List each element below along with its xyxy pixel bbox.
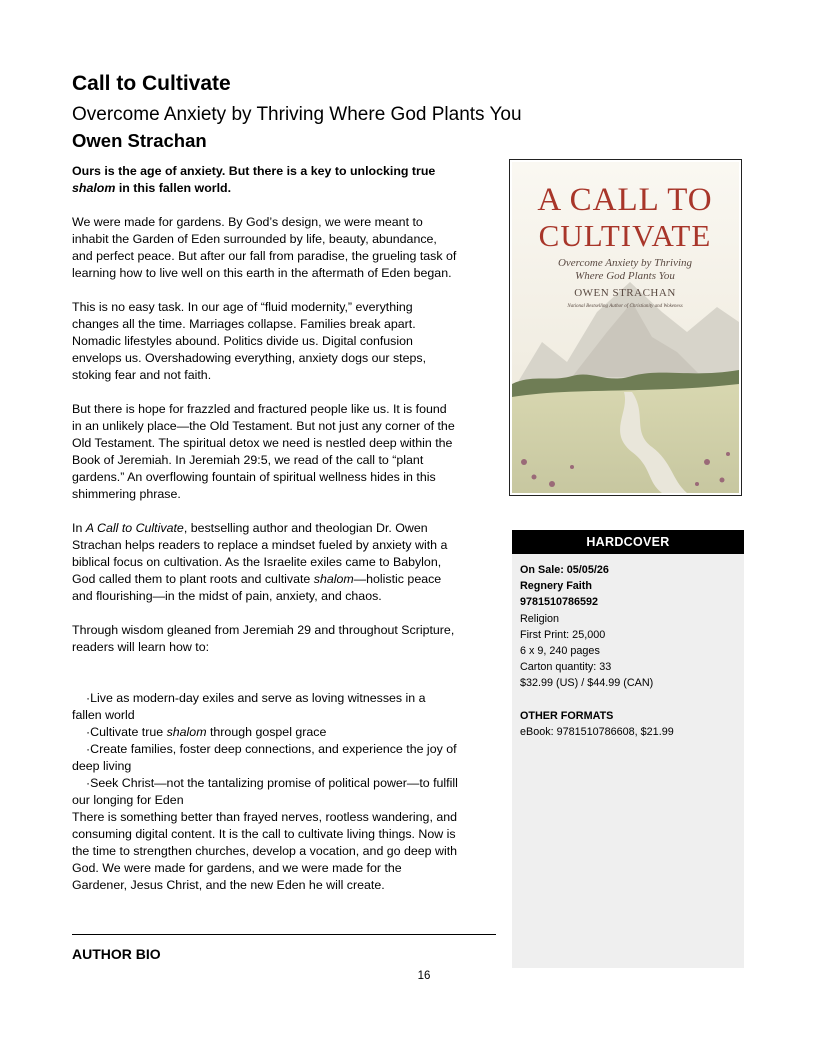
para4-shalom: shalom bbox=[313, 572, 354, 586]
tagline bbox=[72, 163, 458, 197]
para4-text-3: —holistic peace and flourishing—in the midst of pain, anxiety, and chaos. bbox=[72, 572, 442, 603]
book-description bbox=[72, 163, 458, 894]
price: $32.99 (US) / $44.99 (CAN) bbox=[520, 677, 654, 690]
category: Religion bbox=[520, 612, 560, 625]
bullet-1-text: ·Live as modern-day exiles and serve as loving witnesses in a fallen world bbox=[72, 691, 426, 722]
bullet-item-2 bbox=[72, 724, 458, 741]
bullet-4-text: ·Seek Christ—not the tantalizing promise of political power—to fulfill our longing for Eden bbox=[72, 776, 458, 807]
para4-book-title: A Call to Cultivate bbox=[85, 521, 184, 535]
description-paragraph-2: This is no easy task. In our age of “fluid modernity,” everything changes all the time. Marriages collapse. Families break apart. Nomadic lifestyles abound. Politics divide us. Digital confusion envelops us. Overshadowing everything, anxiety dogs our steps, stoking fear and not faith. bbox=[72, 300, 427, 382]
bullet-3-text: ·Create families, foster deep connections, and experience the joy of deep living bbox=[72, 742, 457, 773]
on-sale-date: On Sale: 05/05/26 bbox=[520, 564, 609, 576]
cover-author: OWEN STRACHAN bbox=[574, 287, 676, 299]
cover-title-line-2: CULTIVATE bbox=[538, 218, 712, 253]
bullet-2-text bbox=[72, 725, 326, 739]
isbn: 9781510786592 bbox=[520, 596, 599, 609]
tagline-text-1: Ours is the age of anxiety. But there is a key to unlocking true bbox=[72, 164, 436, 178]
book-cover-art bbox=[512, 162, 739, 493]
carton-quantity: Carton quantity: 33 bbox=[520, 661, 612, 674]
section-divider bbox=[72, 934, 496, 935]
cover-author-credit: National Bestselling Author of Christianity and Wokeness bbox=[567, 304, 683, 309]
bullet-2-shalom: shalom bbox=[166, 725, 207, 739]
description-paragraph-3: But there is hope for frazzled and fractured people like us. It is found in an unlikely place—the Old Testament. But not just any corner of the Old Testament. The spiritual detox we need is nestled deep within the Book of Jeremiah. In Jeremiah 29:5, we read of the call to “plant gardens.” An overflowing fountain of spiritual wellness hides in this shimmering phrase. bbox=[72, 402, 455, 501]
para4-text-1: In bbox=[72, 521, 86, 535]
tagline-text-2: in this fallen world. bbox=[115, 181, 232, 195]
page-number: 16 bbox=[417, 970, 431, 982]
bullet-spacer bbox=[72, 673, 458, 690]
ebook-format: eBook: 9781510786608, $21.99 bbox=[520, 725, 674, 738]
bullet-item-1 bbox=[72, 690, 458, 724]
format-sidebar bbox=[512, 530, 744, 968]
first-print: First Print: 25,000 bbox=[520, 628, 606, 641]
trim-and-pages: 6 x 9, 240 pages bbox=[520, 645, 600, 658]
description-paragraph-1: We were made for gardens. By God’s design, we were meant to inhabit the Garden of Eden surrounded by life, beauty, abundance, and perfect peace. But after our fall from paradise, the grueling task of learning how to live well on this earth in the aftermath of Eden began. bbox=[72, 215, 457, 280]
tagline-shalom: shalom bbox=[72, 181, 116, 195]
cover-title-line-1: A CALL TO bbox=[537, 182, 713, 218]
book-cover bbox=[509, 159, 742, 496]
bullet-2-part-1: ·Cultivate true bbox=[86, 725, 167, 739]
other-formats-heading: OTHER FORMATS bbox=[520, 709, 614, 722]
book-title: Call to Cultivate bbox=[72, 72, 231, 95]
sidebar-spacer bbox=[520, 692, 736, 708]
book-author: Owen Strachan bbox=[72, 130, 207, 151]
book-subtitle: Overcome Anxiety by Thriving Where God Plants You bbox=[72, 104, 522, 125]
cover-subtitle-line-1: Overcome Anxiety by Thriving bbox=[557, 257, 693, 269]
format-header: HARDCOVER bbox=[512, 530, 744, 554]
description-paragraph-5: Through wisdom gleaned from Jeremiah 29 and throughout Scripture, readers will learn how to: bbox=[72, 623, 455, 654]
para4-text-2: , bestselling author and theologian Dr. Owen Strachan helps readers to replace a mindset fueled by anxiety with a biblical focus on cultivation. As the Israelite exiles came to Babylon, God called them to plant roots and cultivate bbox=[72, 521, 448, 586]
author-bio-heading: AUTHOR BIO bbox=[72, 946, 161, 962]
cover-subtitle-line-2: Where God Plants You bbox=[575, 270, 675, 282]
bullet-item-4 bbox=[72, 775, 458, 809]
closing-paragraph: There is something better than frayed nerves, rootless wandering, and consuming digital content. It is the call to cultivate living things. Now is the time to strengthen churches, develop a vocation, and go deep with God. We were made for gardens, and we were made for the Gardener, Jesus Christ, and the new Eden he will create. bbox=[72, 810, 458, 892]
description-paragraph-4 bbox=[72, 520, 458, 605]
publisher: Regnery Faith bbox=[520, 580, 592, 593]
bullet-item-3 bbox=[72, 741, 458, 775]
bullet-2-part-2: through gospel grace bbox=[206, 725, 327, 739]
format-details bbox=[512, 554, 744, 748]
